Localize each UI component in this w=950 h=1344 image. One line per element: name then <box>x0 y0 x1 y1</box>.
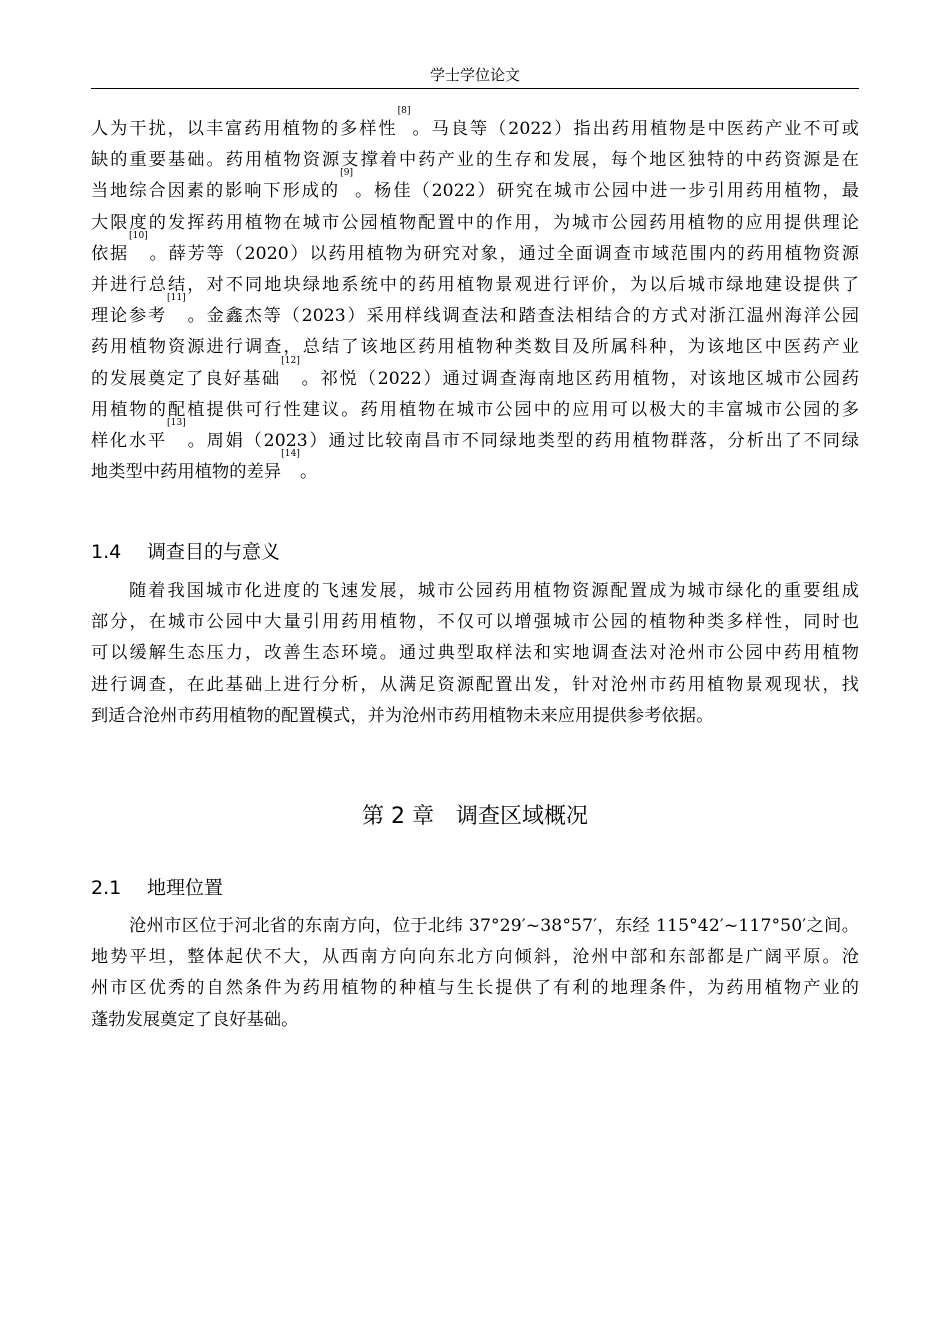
header-rule <box>91 88 859 89</box>
intro-line <box>91 270 859 304</box>
section-2-1-heading <box>91 876 223 900</box>
section-1-4-title: 调查目的与意义 <box>147 541 281 563</box>
section-2-1-line: 州市区优秀的自然条件为药用植物的种植与生长提供了有利的地理条件，为药用植物产业的 <box>91 978 859 999</box>
intro-text: 。杨佳（2022）研究在城市公园中进一步引用药用植物，最 <box>353 181 859 202</box>
citation-ref: [13] <box>167 418 186 429</box>
intro-text: 。周娟（2023）通过比较南昌市不同绿地类型的药用植物群落，分析出了不同绿 <box>185 431 859 452</box>
intro-text: 并进行总结，对不同地块绿地系统中的药用植物景观进行评价，为以后城市绿地建设提供了 <box>91 275 859 296</box>
section-2-1-paragraph <box>91 911 859 1036</box>
intro-text: 药用植物资源进行调查，总结了该地区药用植物种类数目及所属科种，为该地区中医药产业 <box>91 337 859 358</box>
intro-line <box>91 106 859 145</box>
citation-ref: [9] <box>340 168 354 179</box>
intro-text: 。 <box>300 462 318 483</box>
intro-line <box>91 293 859 332</box>
section-1-4-number: 1.4 <box>91 541 122 563</box>
chapter-2-title: 调查区域概况 <box>455 804 588 829</box>
intro-line <box>91 230 859 270</box>
section-1-4-line: 部分，在城市公园中大量引用药用植物，不仅可以增强城市公园的植物种类多样性，同时也 <box>91 612 859 633</box>
intro-line <box>91 208 859 239</box>
intro-text: 地类型中药用植物的差异 <box>91 462 282 483</box>
section-1-4-heading <box>91 540 280 564</box>
section-2-1-title: 地理位置 <box>147 877 224 899</box>
intro-text: 理论参考 <box>91 306 168 327</box>
intro-line <box>91 332 859 363</box>
intro-line <box>91 395 859 429</box>
intro-text: 。马良等（2022）指出药用植物是中医药产业不可或 <box>410 119 859 139</box>
intro-paragraph <box>91 106 859 488</box>
section-2-1-line: 蓬勃发展奠定了良好基础。 <box>91 1009 299 1030</box>
section-1-4-line: 可以缓解生态压力，改善生态环境。通过典型取样法和实地调查法对沧州市公园中药用植物 <box>91 643 859 664</box>
intro-text: 依据 <box>91 243 130 264</box>
citation-ref: [8] <box>397 106 411 116</box>
intro-text: 。薛芳等（2020）以药用植物为研究对象，通过全面调查市域范围内的药用植物资源 <box>147 243 859 264</box>
section-1-4-line: 到适合沧州市药用植物的配置模式，并为沧州市药用植物未来应用提供参考依据。 <box>91 705 714 726</box>
citation-ref: [14] <box>281 449 301 460</box>
intro-line <box>91 145 859 179</box>
section-2-1-number: 2.1 <box>91 877 122 899</box>
intro-text: 缺的重要基础。药用植物资源支撑着中药产业的生存和发展，每个地区独特的中药资源是在 <box>91 150 859 171</box>
intro-text: 人为干扰，以丰富药用植物的多样性 <box>91 119 398 139</box>
intro-text: 当地综合因素的影响下形成的 <box>91 181 341 202</box>
section-1-4-paragraph <box>91 576 859 732</box>
intro-line <box>91 418 859 460</box>
section-1-4-line: 随着我国城市化进度的飞速发展，城市公园药用植物资源配置成为城市绿化的重要组成 <box>129 581 859 601</box>
chapter-2-heading <box>0 803 950 831</box>
citation-ref: [11] <box>167 293 186 304</box>
chapter-2-label: 第 2 章 <box>362 804 434 829</box>
section-1-4-line: 进行调查，在此基础上进行分析，从满足资源配置出发，针对沧州市药用植物景观现状，找 <box>91 674 859 695</box>
citation-ref: [12] <box>281 355 300 366</box>
intro-text: 大限度的发挥药用植物在城市公园植物配置中的作用，为城市公园药用植物的应用提供理论 <box>91 212 859 233</box>
intro-line <box>91 449 859 488</box>
section-2-1-line: 地势平坦，整体起伏不大，从西南方向向东北方向倾斜，沧州中部和东部都是广阔平原。沧 <box>91 947 859 968</box>
intro-text: 。祁悦（2022）通过调查海南地区药用植物，对该地区城市公园药 <box>299 368 859 389</box>
running-header-title: 学士学位论文 <box>429 66 520 84</box>
intro-text: 的发展奠定了良好基础 <box>91 368 282 389</box>
citation-ref: [10] <box>129 230 148 241</box>
intro-line <box>91 355 859 395</box>
section-2-1-line: 沧州市区位于河北省的东南方向，位于北纬 37°29′~38°57′，东经 115°42′~117°50′之间。 <box>129 916 859 936</box>
intro-line <box>91 168 859 207</box>
intro-text: 用植物的配植提供可行性建议。药用植物在城市公园中的应用可以极大的丰富城市公园的多 <box>91 399 859 420</box>
intro-text: 。金鑫杰等（2023）采用样线调查法和踏查法相结合的方式对浙江温州海洋公园 <box>185 306 859 327</box>
intro-text: 样化水平 <box>91 431 168 452</box>
